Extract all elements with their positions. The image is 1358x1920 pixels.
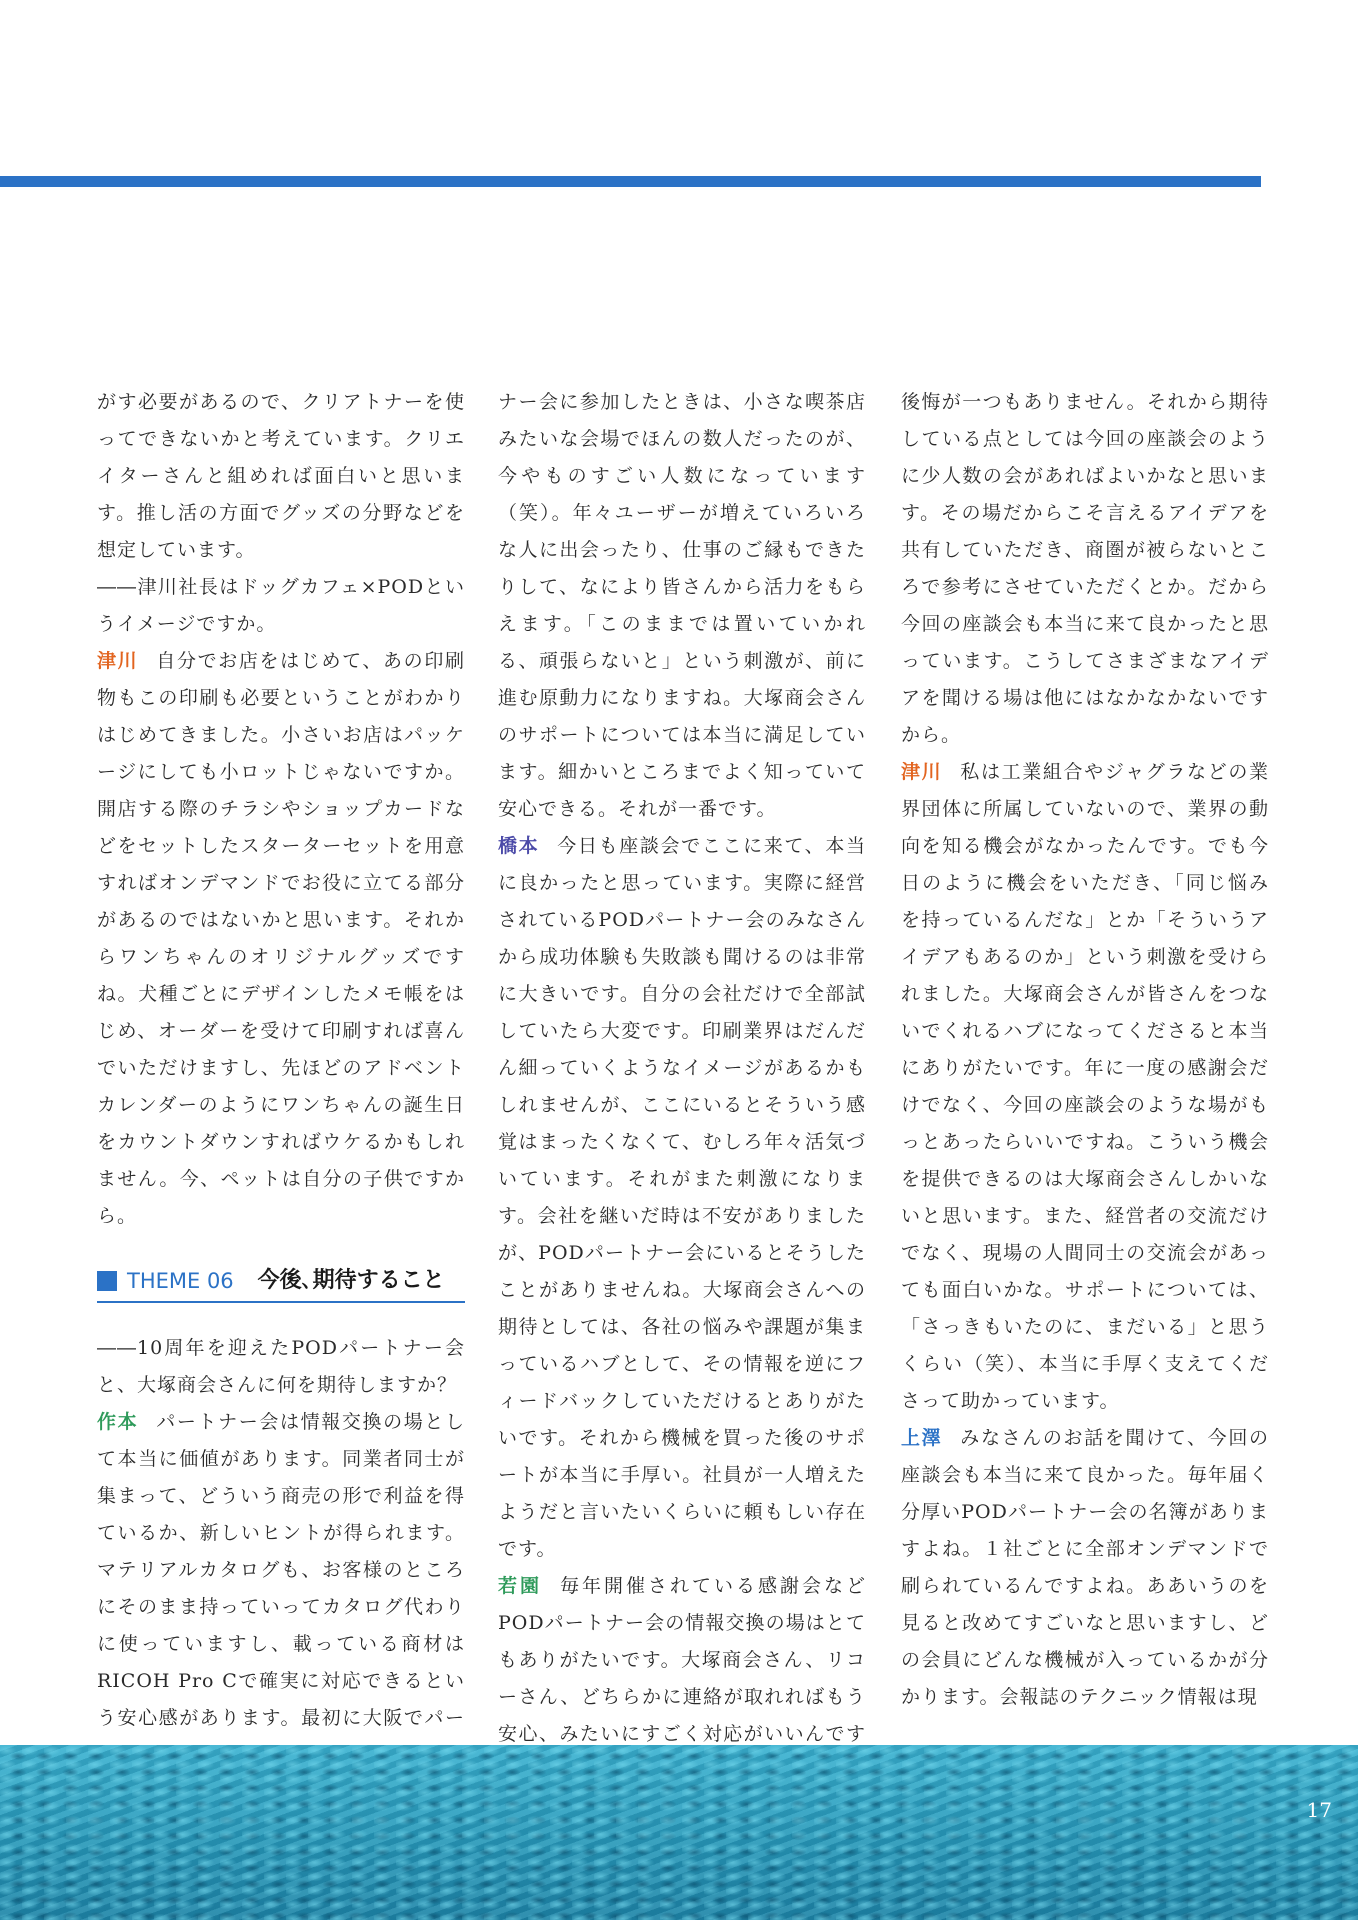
speaker-remark: 私は工業組合やジャグラなどの業界団体に所属していないので、業界の動向を知る機会がなかったんです。でも今日のように機会をいただき、「同じ悩みを持っているんだな」とか「そういうアイデアもあるのか」という刺激を受けられました。大塚商会さんが皆さんをつないでくれるハブになってくださると本当にありがたいです。年に一度の感謝会だけでなく、今回の座談会のような場がもっとあったらいいですね。こういう機会を提供できるのは大塚商会さんしかいないと思います。また、経営者の交流だけでなく、現場の人間同士の交流会があっても面白いかな。サポートについては、「さっきもいたのに、まだいる」と思うくらい（笑）、本当に手厚く支えてくださって助かっています。: [901, 761, 1269, 1412]
theme-heading: [97, 1264, 465, 1303]
theme-title: 今後､期待すること: [257, 1268, 445, 1293]
speaker-remark: 自分でお店をはじめて、あの印刷物もこの印刷も必要ということがわかりはじめてきました。小さいお店はパッケージにしても小ロットじゃないですか。開店する際のチラシやショップカードなどをセットしたスターターセットを用意すればオンデマンドでお役に立てる部分があるのではないかと思います。それからワンちゃんのオリジナルグッズですね。犬種ごとにデザインしたメモ帳をはじめ、オーダーを受けて印刷すれば喜んでいただけますし、先ほどのアドベントカレンダーのようにワンちゃんの誕生日をカウントダウンすればウケるかもしれません。今、ペットは自分の子供ですから。: [97, 650, 465, 1227]
blue-fabric-texture-footer: [0, 1745, 1358, 1920]
interviewer-question: ――津川社長はドッグカフェ×PODというイメージですか。: [97, 576, 465, 635]
speaker-remark: パートナー会は情報交換の場として本当に価値があります。同業者同士が集まって、どういう商売の形で利益を得ているか、新しいヒントが得られます。マテリアルカタログも、お客様のところにそのまま持っていってカタログ代わりに使っていますし、載っている商材はRICOH Pro Cで確実に対応できるという安心感があります。最初に大阪でパー: [97, 1411, 465, 1729]
article-column-3: [901, 384, 1269, 1716]
speaker-remark: 毎年開催されている感謝会などPODパートナー会の情報交換の場はとてもありがたいです。大塚商会さん、リコーさん、どちらかに連絡が取れればもう安心、みたいにすごく対応がいいんです: [498, 1575, 866, 1745]
paragraph: [901, 754, 1269, 1420]
speaker-remark: みなさんのお話を聞けて、今回の座談会も本当に来て良かった。毎年届く分厚いPODパートナー会の名簿がありますよね。１社ごとに全部オンデマンドで刷られているんですよね。ああいうのを見ると改めてすごいなと思いますし、どの会員にどんな機械が入っているかが分かります。会報誌のテクニック情報は現: [901, 1427, 1269, 1708]
speaker-remark: 今日も座談会でここに来て、本当に良かったと思っています。実際に経営されているPODパートナー会のみなさんから成功体験も失敗談も聞けるのは非常に大きいです。自分の会社だけで全部試していたら大変です。印刷業界はだんだん細っていくようなイメージがあるかもしれませんが、ここにいるとそういう感覚はまったくなくて、むしろ年々活気づいています。それがまた刺激になります。会社を継いだ時は不安がありましたが、PODパートナー会にいるとそうしたことがありませんね。大塚商会さんへの期待としては、各社の悩みや課題が集まっているハブとして、その情報を逆にフィードバックしていただけるとありがたいです。それから機械を買った後のサポートが本当に手厚い。社員が一人増えたようだと言いたいくらいに頼もしい存在です。: [498, 835, 866, 1560]
theme-label: THEME 06: [127, 1269, 234, 1293]
speaker-name-sakumoto: 作本: [97, 1411, 139, 1433]
paragraph: [97, 1404, 465, 1774]
paragraph: ナー会に参加したときは、小さな喫茶店みたいな会場でほんの数人だったのが、今やものすごい人数になっています（笑）。年々ユーザーが増えていろいろな人に出会ったり、仕事のご縁もできたりして、なにより皆さんから活力をもらえます。「このままでは置いていかれる、頑張らないと」という刺激が、前に進む原動力になりますね。大塚商会さんのサポートについては本当に満足しています。細かいところまでよく知っていて安心できる。それが一番です。: [498, 391, 866, 820]
interviewer-question: ――10周年を迎えたPODパートナー会と、大塚商会さんに何を期待しますか？: [97, 1337, 465, 1396]
paragraph: [498, 828, 866, 1568]
article-column-2: [498, 384, 866, 1790]
speaker-name-uezawa: 上澤: [901, 1427, 943, 1449]
square-bullet-icon: [97, 1271, 117, 1291]
page-number: 17: [1306, 1798, 1332, 1822]
speaker-name-hashimoto: 橋本: [498, 835, 540, 857]
speaker-name-tsugawa: 津川: [901, 761, 943, 783]
paragraph: 後悔が一つもありません。それから期待している点としては今回の座談会のように少人数の会があればよいかなと思います。その場だからこそ言えるアイデアを共有していただき、商圏が被らないところで参考にさせていただくとか。だから今回の座談会も本当に来て良かったと思っています。こうしてさまざまなアイデアを聞ける場は他にはなかなかないですから。: [901, 391, 1269, 746]
speaker-name-wakazono: 若園: [498, 1575, 542, 1597]
speaker-name-tsugawa: 津川: [97, 650, 139, 672]
paragraph: [901, 1420, 1269, 1716]
paragraph: [97, 643, 465, 1235]
paragraph: がす必要があるので、クリアトナーを使ってできないかと考えています。クリエイターさんと組めれば面白いと思います。推し活の方面でグッズの分野などを想定しています。: [97, 391, 465, 561]
article-column-1: [97, 384, 465, 1774]
top-accent-rule: [0, 176, 1261, 187]
